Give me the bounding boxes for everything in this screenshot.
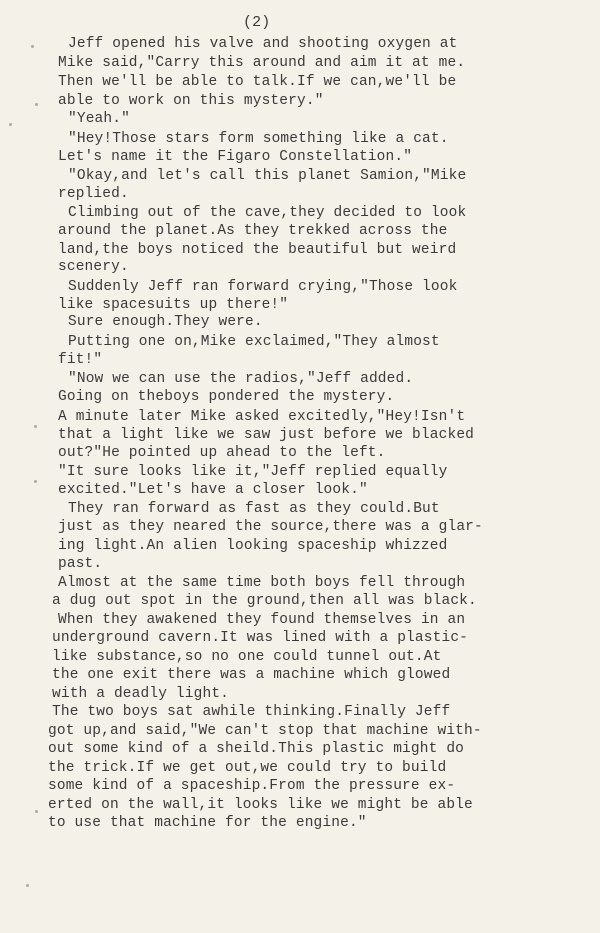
text-line: "Okay,and let's call this planet Samion,"Mike (68, 168, 467, 184)
paper-speck (9, 123, 12, 126)
text-line: some kind of a spaceship.From the pressure ex- (48, 778, 456, 794)
text-line: excited."Let's have a closer look." (58, 482, 368, 498)
text-line: Mike said,"Carry this around and aim it at me. (58, 55, 466, 71)
text-line: Climbing out of the cave,they decided to look (68, 205, 467, 221)
text-line: the trick.If we get out,we could try to build (48, 760, 447, 776)
text-line: a dug out spot in the ground,then all was black. (52, 593, 477, 609)
typewritten-text-body (0, 35, 600, 925)
text-line: They ran forward as fast as they could.But (68, 501, 440, 517)
text-line: replied. (58, 186, 129, 202)
text-line: Let's name it the Figaro Constellation." (58, 149, 413, 165)
text-line: out?"He pointed up ahead to the left. (58, 445, 386, 461)
text-line: Almost at the same time both boys fell through (58, 575, 466, 591)
text-line: with a deadly light. (52, 686, 230, 702)
text-line: Then we'll be able to talk.If we can,we'll be (58, 74, 457, 90)
text-line: Sure enough.They were. (68, 314, 263, 330)
text-line: When they awakened they found themselves in an (58, 612, 466, 628)
text-line: Putting one on,Mike exclaimed,"They almost (68, 334, 440, 350)
paper-speck (35, 810, 38, 813)
page-number: (2) (243, 14, 271, 31)
text-line: Going on theboys pondered the mystery. (58, 389, 395, 405)
text-line: fit!" (58, 352, 103, 368)
text-line: erted on the wall,it looks like we might be able (48, 797, 473, 813)
text-line: around the planet.As they trekked across the (58, 223, 448, 239)
text-line: the one exit there was a machine which glowed (52, 667, 451, 683)
text-line: scenery. (58, 259, 129, 275)
text-line: past. (58, 556, 103, 572)
text-line: able to work on this mystery." (58, 93, 324, 109)
text-line: "Hey!Those stars form something like a cat. (68, 131, 449, 147)
text-line: like substance,so no one could tunnel out.At (52, 649, 442, 665)
text-line: to use that machine for the engine." (48, 815, 367, 831)
text-line: "It sure looks like it,"Jeff replied equally (58, 464, 448, 480)
text-line: "Yeah." (68, 111, 130, 127)
text-line: underground cavern.It was lined with a plastic- (52, 630, 469, 646)
text-line: ing light.An alien looking spaceship whizzed (58, 538, 448, 554)
paper-speck (31, 45, 34, 48)
text-line: Suddenly Jeff ran forward crying,"Those look (68, 279, 458, 295)
paper-speck (34, 425, 37, 428)
text-line: like spacesuits up there!" (58, 297, 289, 313)
paper-speck (26, 884, 29, 887)
text-line: got up,and said,"We can't stop that machine with- (48, 723, 482, 739)
text-line: land,the boys noticed the beautiful but weird (58, 242, 457, 258)
text-line: out some kind of a sheild.This plastic might do (48, 741, 465, 757)
text-line: The two boys sat awhile thinking.Finally Jeff (52, 704, 451, 720)
text-line: A minute later Mike asked excitedly,"Hey!Isn't (58, 409, 466, 425)
text-line: "Now we can use the radios,"Jeff added. (68, 371, 414, 387)
text-line: that a light like we saw just before we blacked (58, 427, 475, 443)
text-line: Jeff opened his valve and shooting oxygen at (68, 36, 458, 52)
paper-speck (34, 480, 37, 483)
text-line: just as they neared the source,there was a glar- (58, 519, 483, 535)
paper-speck (35, 103, 38, 106)
